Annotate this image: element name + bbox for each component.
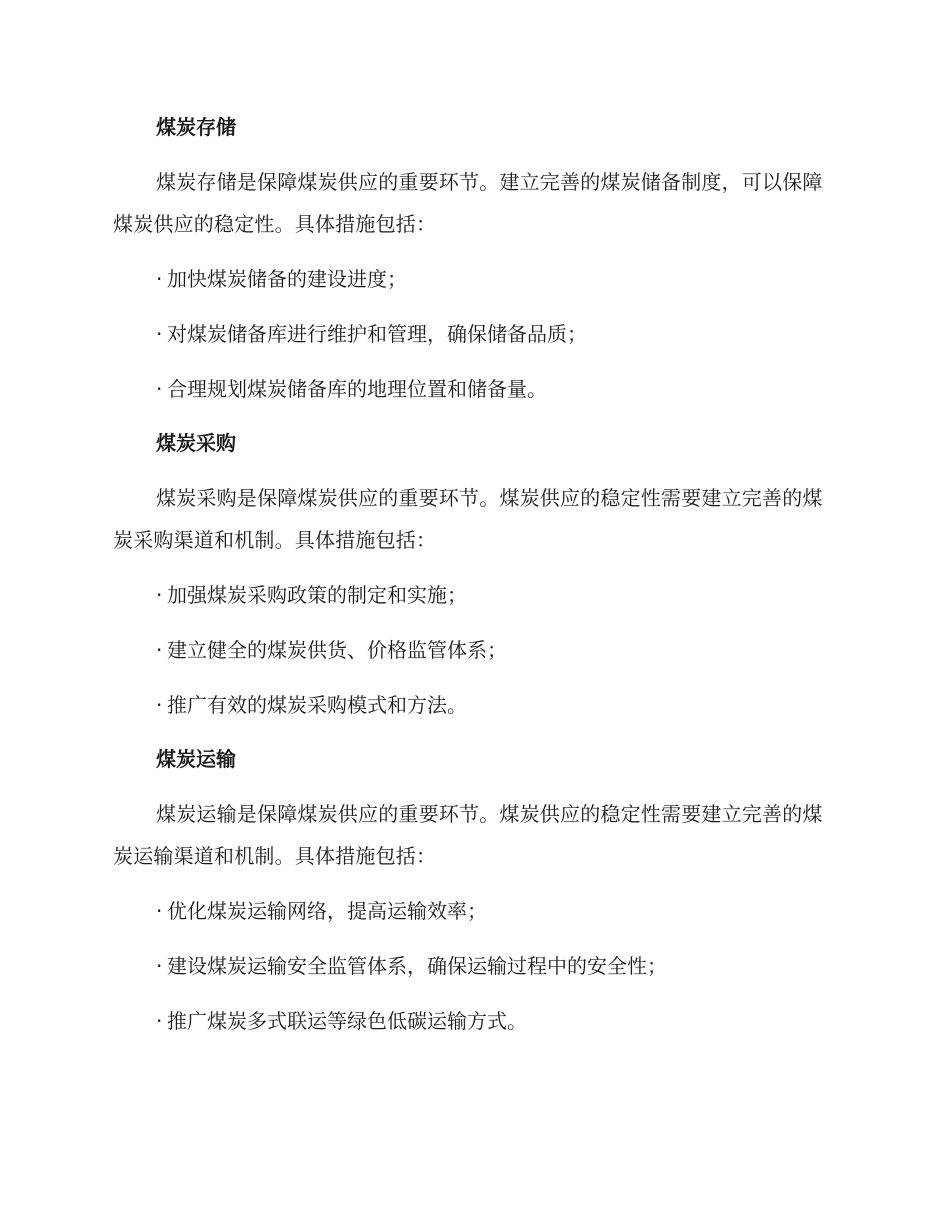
- list-item: [156, 1007, 527, 1035]
- bullet-marker: ·: [156, 377, 163, 401]
- bullet-marker: ·: [156, 693, 163, 717]
- list-item: [156, 581, 467, 609]
- bullet-marker: ·: [156, 583, 163, 607]
- section-paragraph: 煤炭存储是保障煤炭供应的重要环节。建立完善的煤炭储备制度，可以保障煤炭供应的稳定性。具体措施包括：: [113, 170, 823, 236]
- list-item-text: 加强煤炭采购政策的制定和实施；: [167, 583, 467, 607]
- list-item: [156, 375, 547, 403]
- bullet-marker: ·: [156, 322, 163, 346]
- list-item-text: 优化煤炭运输网络，提高运输效率；: [167, 899, 487, 923]
- bullet-marker: ·: [156, 1009, 163, 1033]
- section-paragraph: 煤炭运输是保障煤炭供应的重要环节。煤炭供应的稳定性需要建立完善的煤炭运输渠道和机制。具体措施包括：: [113, 802, 823, 868]
- bullet-marker: ·: [156, 267, 163, 291]
- list-item-text: 推广有效的煤炭采购模式和方法。: [167, 693, 467, 717]
- list-item: [156, 320, 587, 348]
- section-heading: 煤炭采购: [156, 431, 236, 455]
- list-item: [156, 952, 667, 980]
- section-heading: 煤炭存储: [156, 115, 236, 139]
- section-paragraph: 煤炭采购是保障煤炭供应的重要环节。煤炭供应的稳定性需要建立完善的煤炭采购渠道和机制。具体措施包括：: [113, 486, 823, 552]
- list-item-text: 建立健全的煤炭供货、价格监管体系；: [167, 638, 507, 662]
- section-heading: 煤炭运输: [156, 747, 236, 771]
- list-item-text: 合理规划煤炭储备库的地理位置和储备量。: [167, 377, 547, 401]
- list-item-text: 推广煤炭多式联运等绿色低碳运输方式。: [167, 1009, 527, 1033]
- list-item-text: 对煤炭储备库进行维护和管理，确保储备品质；: [167, 322, 587, 346]
- list-item-text: 建设煤炭运输安全监管体系，确保运输过程中的安全性；: [167, 954, 667, 978]
- list-item: [156, 897, 487, 925]
- list-item: [156, 691, 467, 719]
- list-item: [156, 636, 507, 664]
- bullet-marker: ·: [156, 638, 163, 662]
- list-item-text: 加快煤炭储备的建设进度；: [167, 267, 407, 291]
- bullet-marker: ·: [156, 954, 163, 978]
- bullet-marker: ·: [156, 899, 163, 923]
- list-item: [156, 265, 407, 293]
